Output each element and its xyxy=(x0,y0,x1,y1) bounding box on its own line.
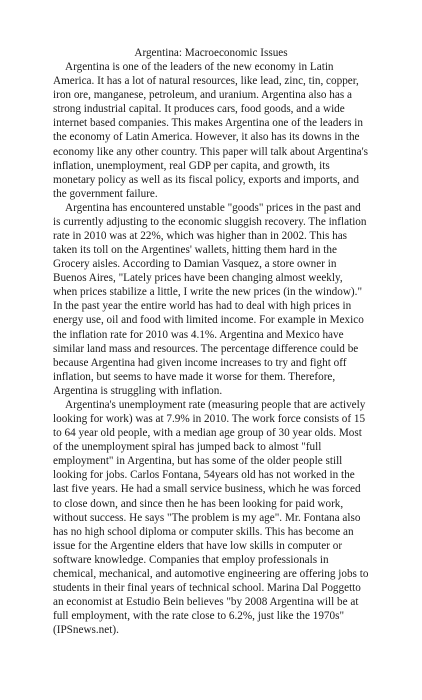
document-page xyxy=(53,46,369,637)
paragraph-intro: Argentina is one of the leaders of the new economy in Latin America. It has a lot of natural resources, like lead, zinc, tin, copper, iron ore, manganese, petroleum, and uranium. Argentina also has a strong industrial capital. It produces cars, food goods, and a wide internet based companies. This makes Argentina one of the leaders in the economy of Latin America. However, it also has its downs in the economy like any other country. This paper will talk about Argentina's inflation, unemployment, real GDP per capita, and growth, its monetary policy as well as its fiscal policy, exports and imports, and the government failure. xyxy=(53,61,368,200)
paragraph-inflation: Argentina has encountered unstable "goods" prices in the past and is currently adjusting to the economic sluggish recovery. The inflation rate in 2010 was at 22%, which was higher than in 2002. This has taken its toll on the Argentines' wallets, hitting them hard in the Grocery aisles. According to Damian Vasquez, a store owner in Buenos Aires, "Lately prices have been changing almost weekly, when prices stabilize a little, I write the new prices (in the window)." In the past year the entire world has had to deal with high prices in energy use, oil and food with limited income. For example in Mexico the inflation rate for 2010 was 4.1%. Argentina and Mexico have similar land mass and resources. The percentage difference could be because Argentina had given income increases to try and fight off inflation, but seems to have made it worse for them. Therefore, Argentina is struggling with inflation. xyxy=(53,201,367,397)
document-title: Argentina: Macroeconomic Issues xyxy=(134,47,288,59)
paragraph-unemployment: Argentina's unemployment rate (measuring people that are actively looking for work) was at 7.9% in 2010. The work force consists of 15 to 64 year old people, with a median age group of 30 year olds. Most of the unemployment spiral has jumped back to almost "full employment" in Argentina, but has some of the older people still looking for jobs. Carlos Fontana, 54years old has not worked in the last five years. He had a small service business, which he was forced to close down, and since then he has been looking for paid work, without success. He says "The problem is my age". Mr. Fontana also has no high school diploma or computer skills. This has become an issue for the Argentine elders that have low skills in computer or software knowledge. Companies that employ professionals in chemical, mechanical, and automotive engineering are offering jobs to students in their final years of technical school. Marina Dal Poggetto an economist at Estudio Bein believes "by 2008 Argentina will be at full employment, with the rate close to 6.2%, just like the 1970s"(IPSnews.net). xyxy=(53,398,369,637)
